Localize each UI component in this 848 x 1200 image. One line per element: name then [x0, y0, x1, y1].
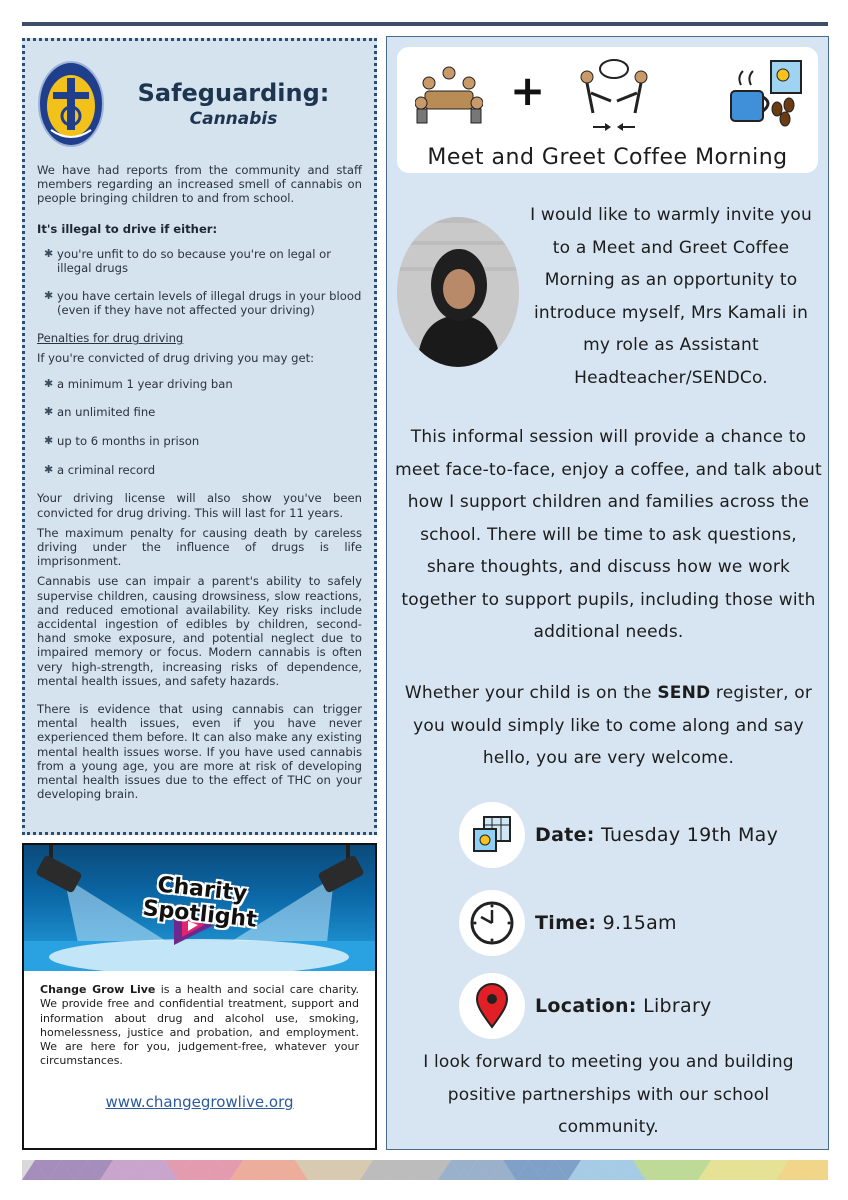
charity-banner-title: Charity Spotlight — [141, 872, 258, 933]
symbol-row — [397, 57, 818, 137]
charity-banner — [24, 845, 375, 971]
mrs-kamali-photo — [397, 217, 519, 367]
list-item: ✱ you're unfit to do so because you're on legal or illegal drugs — [44, 246, 332, 275]
clock-icon — [459, 890, 525, 956]
parenting-paragraph: Cannabis use can impair a parent's ability to safely supervise children, causing drowsiness, slow reactions, and reduced emotional availability. Key risks include accidental ingestion of edibles by children, second-hand smoke exposure, and potential neglect due to impaired memory or focus. Modern cannabis is often very high-strength, increasing risks of dependence, mental health issues, and safety hazards. — [37, 574, 362, 688]
penalties-intro: If you're convicted of drug driving you may get: — [37, 351, 315, 366]
event-date — [459, 802, 778, 868]
coffee-morning-panel — [386, 36, 829, 1150]
illegal-list — [37, 247, 362, 318]
bullet-icon: ✱ — [44, 405, 54, 419]
penalties-list — [37, 377, 362, 477]
time-value: 9.15am — [602, 912, 677, 934]
list-item: ✱ you have certain levels of illegal drugs in your blood (even if they have not affected your driving) — [44, 289, 362, 318]
safeguarding-panel — [22, 38, 377, 835]
coffee-cup-icon — [727, 59, 805, 131]
bullet-icon: ✱ — [44, 376, 54, 390]
location-pin-icon — [459, 973, 525, 1039]
welcome-paragraph: Whether your child is on the SEND register, or you would simply like to come along and say hello, you are very welcome. — [404, 683, 813, 768]
meeting-table-icon — [415, 63, 483, 127]
list-item: ✱ up to 6 months in prison — [44, 434, 200, 449]
date-value: Tuesday 19th May — [601, 824, 779, 846]
spotlight-right-icon — [317, 845, 364, 894]
list-item: ✱ a criminal record — [44, 462, 156, 477]
mental-health-paragraph: There is evidence that using cannabis can trigger mental health issues, even if you have never experienced them before. It can also make any existing mental health issues worse. If you have used cannabis from a young age, you are more at risk of developing mental health issues due to the effect of THC on your developing brain. — [37, 702, 362, 802]
greeting-people-icon — [575, 57, 653, 133]
decorative-footer-strip — [22, 1160, 828, 1180]
closing-paragraph: I look forward to meeting you and building positive partnerships with our school community. — [423, 1052, 794, 1137]
event-time — [459, 890, 677, 956]
spotlight-left-icon — [35, 845, 82, 894]
license-paragraph: Your driving license will also show you've been convicted for drug driving. This will last for 11 years. — [37, 491, 362, 520]
safeguarding-title: Safeguarding: — [137, 79, 330, 107]
penalties-heading: Penalties for drug driving — [37, 331, 184, 346]
bullet-icon: ✱ — [44, 462, 54, 476]
calendar-icon — [459, 802, 525, 868]
event-location — [459, 973, 712, 1039]
top-rule — [22, 22, 828, 26]
list-item: ✱ a minimum 1 year driving ban — [44, 376, 233, 391]
safeguarding-header — [37, 51, 362, 157]
charity-panel — [22, 843, 377, 1150]
bullet-icon: ✱ — [44, 434, 54, 448]
school-crest-logo — [37, 60, 105, 148]
illegal-heading: It's illegal to drive if either: — [37, 221, 218, 236]
date-label: Date: — [535, 824, 595, 846]
charity-website-link[interactable]: www.changegrowlive.org — [105, 1092, 294, 1111]
location-label: Location: — [535, 995, 637, 1017]
meet-greet-title: Meet and Greet Coffee Morning — [427, 145, 788, 170]
location-value: Library — [643, 995, 712, 1017]
charity-org-name: Change Grow Live — [40, 983, 156, 996]
invitation-intro: I would like to warmly invite you to a Meet and Greet Coffee Morning as an opportunity to introduce myself, Mrs Kamali in my role as Assistant Headteacher/SENDCo. — [530, 205, 812, 388]
list-item: ✱ an unlimited fine — [44, 405, 156, 420]
max-penalty-paragraph: The maximum penalty for causing death by careless driving under the influence of drugs is life imprisonment. — [37, 525, 362, 569]
charity-description: Change Grow Live is a health and social care charity. We provide free and confidential treatment, support and information about drug and alcohol use, smoking, homelessness, justice and probation, and employment. We are here for you, judgement-free, whatever your circumstances. — [40, 983, 359, 1068]
bullet-icon: ✱ — [44, 289, 54, 303]
meet-greet-header — [397, 47, 818, 173]
safeguarding-intro: We have had reports from the community and staff members regarding an increased smell of cannabis on people bringing children to and from school. — [37, 163, 362, 206]
session-description: This informal session will provide a chance to meet face-to-face, enjoy a coffee, and talk about how I support children and families across the school. There will be time to ask questions, share thoughts, and discuss how we work together to support pupils, including those with additional needs. — [395, 427, 822, 642]
bullet-icon: ✱ — [44, 246, 54, 260]
time-label: Time: — [535, 912, 597, 934]
plus-symbol: + — [510, 66, 546, 115]
safeguarding-subtitle: Cannabis — [189, 109, 278, 129]
